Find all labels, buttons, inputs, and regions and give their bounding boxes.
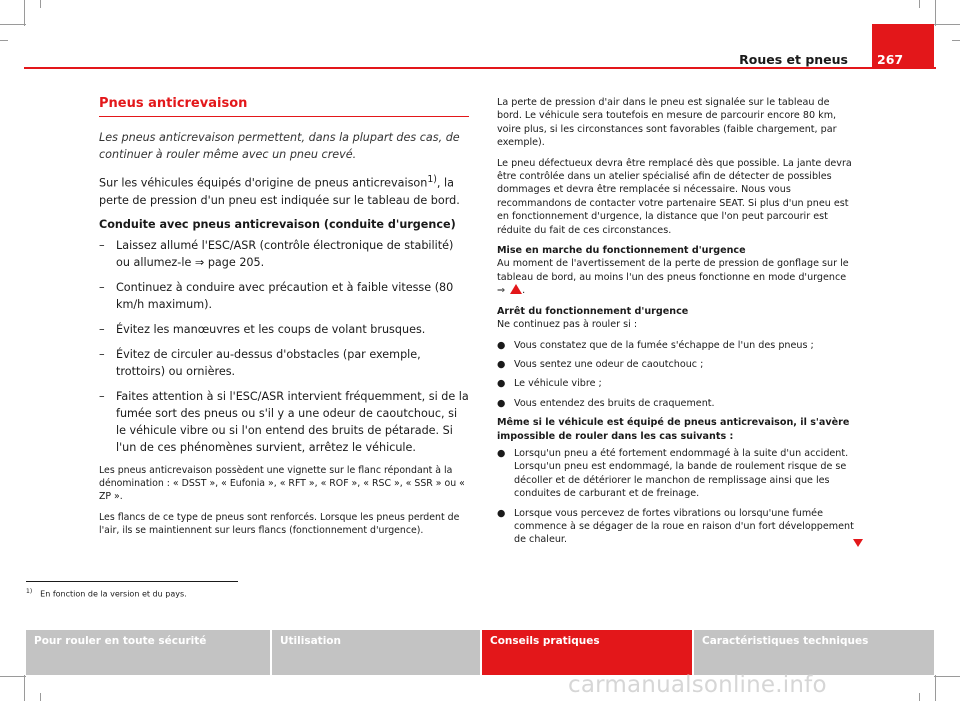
crop-mark bbox=[934, 676, 960, 677]
dash-marker: – bbox=[99, 389, 105, 403]
crop-mark bbox=[919, 693, 920, 701]
subheading-stop-emergency: Arrêt du fonctionnement d'urgence bbox=[497, 305, 689, 317]
bullet-marker: ● bbox=[497, 378, 506, 390]
bullet-marker: ● bbox=[497, 507, 506, 519]
crop-mark bbox=[934, 24, 960, 25]
bullet-marker: ● bbox=[497, 358, 506, 370]
crop-mark bbox=[24, 0, 25, 26]
warning-triangle-icon[interactable] bbox=[510, 284, 522, 294]
bullet-text: Vous sentez une odeur de caoutchouc ; bbox=[514, 358, 704, 370]
bullet-text: Vous entendez des bruits de craquement. bbox=[514, 397, 715, 409]
chapter-title: Roues et pneus bbox=[739, 52, 848, 67]
list-item bbox=[99, 279, 469, 313]
bullet-marker: ● bbox=[497, 397, 506, 409]
crop-mark bbox=[0, 676, 26, 677]
warning-ref-arrow[interactable]: ⇒ bbox=[497, 285, 506, 297]
bullet-item bbox=[497, 447, 857, 501]
crop-mark bbox=[40, 693, 41, 701]
bullet-item bbox=[497, 397, 857, 410]
list-item-text: Laissez allumé l'ESC/ASR (contrôle électronique de stabilité) ou allumez-le ⇒ page 205. bbox=[116, 238, 454, 269]
paragraph-end: . bbox=[522, 285, 526, 297]
list-item-text: Continuez à conduire avec précaution et à faible vitesse (80 km/h maximum). bbox=[116, 280, 454, 311]
dash-marker: – bbox=[99, 280, 105, 294]
lead-paragraph: Les pneus anticrevaison permettent, dans la plupart des cas, de continuer à rouler même avec un pneu crevé. bbox=[99, 131, 460, 161]
list-item bbox=[99, 237, 469, 271]
crop-mark bbox=[0, 40, 8, 41]
continue-arrow-icon bbox=[853, 539, 863, 547]
subheading-emergency-driving: Conduite avec pneus anticrevaison (conduite d'urgence) bbox=[99, 217, 456, 231]
watermark: carmanualsonline.info bbox=[568, 672, 827, 698]
footnote-rule bbox=[26, 581, 238, 582]
subheading-impossible-cases: Même si le véhicule est équipé de pneus anticrevaison, il s'avère impossible de rouler dans les cas suivants : bbox=[497, 417, 850, 442]
note-paragraph: Les flancs de ce type de pneus sont renforcés. Lorsque les pneus perdent de l'air, ils se maintiennent sur leurs flancs (fonctionnement d'urgence). bbox=[99, 511, 460, 536]
section-title: Pneus anticrevaison bbox=[99, 96, 469, 117]
bullet-text: Lorsque vous percevez de fortes vibrations ou lorsqu'une fumée commence à se dégager de la roue en raison d'un fort développement de chaleur. bbox=[514, 507, 854, 546]
header-rule bbox=[24, 67, 936, 69]
paragraph-text: Au moment de l'avertissement de la perte de pression de gonflage sur le tableau de bord, au moins l'un des pneus fonctionne en mode d'urgence bbox=[497, 258, 849, 283]
crop-mark bbox=[0, 24, 26, 25]
footnote-mark: 1) bbox=[26, 588, 33, 595]
intro-text-end: , la perte de pression d'un pneu est indiquée sur le tableau de bord. bbox=[99, 176, 460, 207]
bullet-item bbox=[497, 339, 857, 352]
intro-text: Sur les véhicules équipés d'origine de pneus anticrevaison bbox=[99, 176, 428, 190]
bullet-item bbox=[497, 377, 857, 390]
crop-mark bbox=[935, 0, 936, 26]
bullet-text: Vous constatez que de la fumée s'échappe de l'un des pneus ; bbox=[514, 339, 814, 351]
bullet-marker: ● bbox=[497, 447, 506, 459]
list-item bbox=[99, 346, 469, 380]
footnote bbox=[26, 588, 187, 599]
intro-paragraph bbox=[99, 171, 469, 209]
dash-marker: – bbox=[99, 322, 105, 336]
subheading-start-emergency: Mise en marche du fonctionnement d'urgence bbox=[497, 245, 746, 257]
note-paragraph: Les pneus anticrevaison possèdent une vignette sur le flanc répondant à la dénomination : « DSST », « Eufonia », « RFT », « ROF », « RSC », « SSR » ou « ZP ». bbox=[99, 464, 465, 502]
paragraph: La perte de pression d'air dans le pneu est signalée sur le tableau de bord. Le véhicule sera toutefois en mesure de parcourir encore 80 km, voire plus, si les circonstances sont favorables (faible chargement, par exemple). bbox=[497, 97, 837, 149]
nav-tab-safety[interactable]: Pour rouler en toute sécurité bbox=[26, 630, 272, 675]
list-item-text: Évitez de circuler au-dessus d'obstacles (par exemple, trottoirs) ou ornières. bbox=[116, 347, 421, 378]
crop-mark bbox=[24, 675, 25, 701]
paragraph bbox=[497, 257, 857, 297]
crop-mark bbox=[935, 675, 936, 701]
list-item bbox=[99, 388, 469, 456]
page-number: 267 bbox=[877, 52, 904, 67]
bullet-text: Lorsqu'un pneu a été fortement endommagé à la suite d'un accident. Lorsqu'un pneu est endommagé, la bande de roulement risque de se décoller et de détériorer le manchon de remplissage ainsi que les conduites de carburant et de freinage. bbox=[514, 447, 849, 500]
nav-tab-practical-tips[interactable]: Conseils pratiques bbox=[482, 630, 694, 675]
crop-mark bbox=[952, 40, 960, 41]
dash-marker: – bbox=[99, 238, 105, 252]
list-item-text: Évitez les manœuvres et les coups de volant brusques. bbox=[116, 322, 426, 336]
bottom-nav bbox=[26, 630, 934, 675]
bullet-item bbox=[497, 507, 857, 547]
crop-mark bbox=[40, 0, 41, 8]
nav-tab-technical-specs[interactable]: Caractéristiques techniques bbox=[694, 630, 934, 675]
list-item bbox=[99, 321, 469, 338]
right-column bbox=[497, 96, 857, 553]
left-column bbox=[99, 96, 469, 545]
bullet-marker: ● bbox=[497, 339, 506, 351]
list-item-text: Faites attention à si l'ESC/ASR intervient fréquemment, si de la fumée sort des pneus ou s'il y a une odeur de caoutchouc, si le véhicule vibre ou si l'on entend des bruits de pétarade. Si l'un de ces phénomènes survient, arrêtez le véhicule. bbox=[116, 389, 469, 454]
nav-tab-operation[interactable]: Utilisation bbox=[272, 630, 482, 675]
bullet-text: Le véhicule vibre ; bbox=[514, 378, 602, 390]
dash-marker: – bbox=[99, 347, 105, 361]
footnote-text: En fonction de la version et du pays. bbox=[40, 589, 187, 599]
footnote-ref[interactable]: 1) bbox=[427, 174, 437, 185]
bullet-item bbox=[497, 358, 857, 371]
paragraph: Ne continuez pas à rouler si : bbox=[497, 319, 638, 331]
crop-mark bbox=[919, 0, 920, 8]
paragraph: Le pneu défectueux devra être remplacé dès que possible. La jante devra être contrôlée dans un atelier spécialisé afin de détecter de possibles dommages et devra être remplacée si nécessaire. Nous vous recommandons de contacter votre partenaire SEAT. Si plus d'un pneu est en fonctionnement d'urgence, la distance que l'on peut parcourir est réduite du fait de ces circonstances. bbox=[497, 157, 852, 236]
